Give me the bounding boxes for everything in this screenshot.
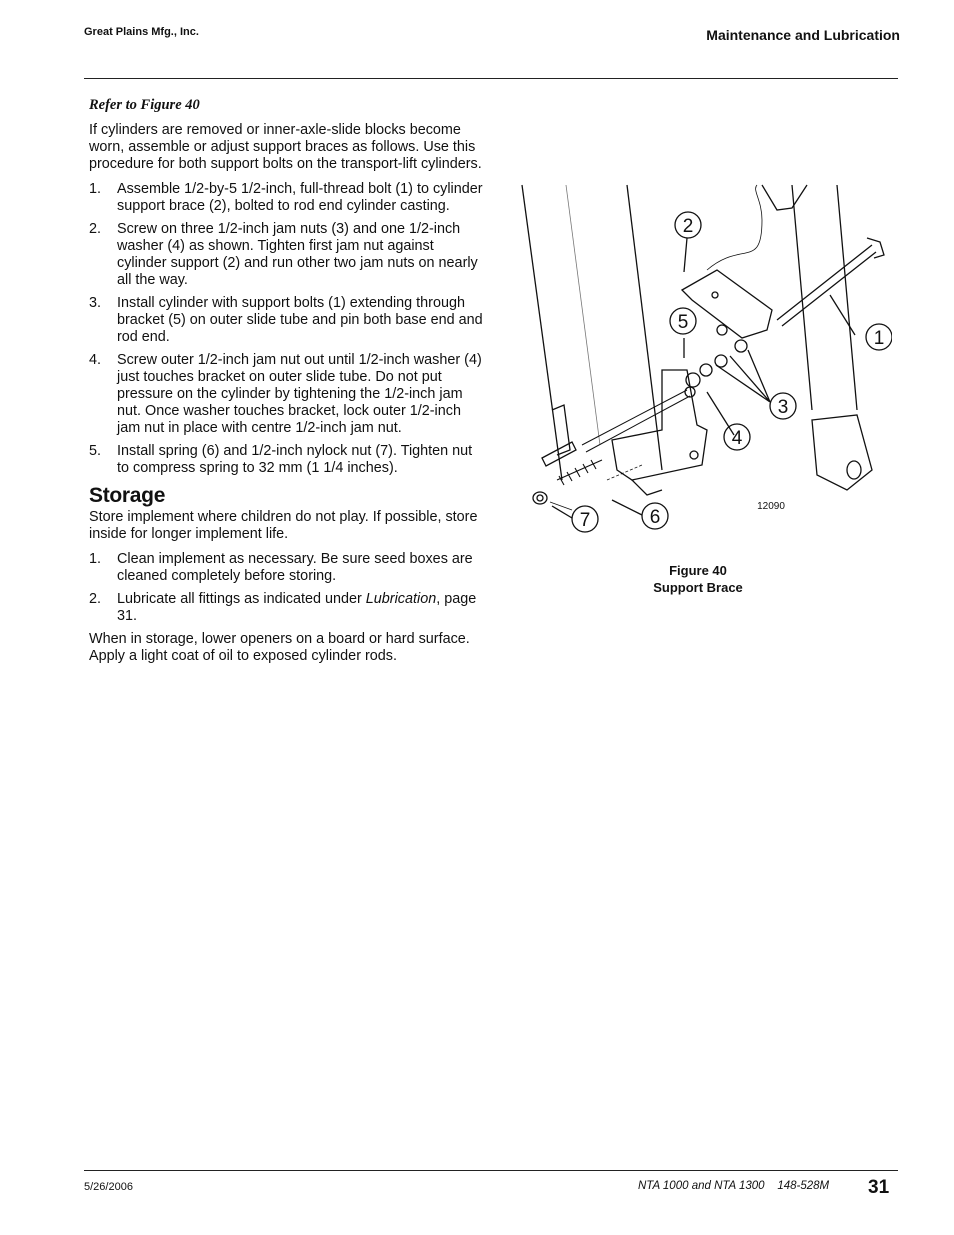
step-text: Clean implement as necessary. Be sure seed boxes are cleaned completely before storing. xyxy=(117,551,473,584)
step-text: Screw outer 1/2-inch jam nut out until 1/2-inch washer (4) just touches bracket on outer slide tube. Do not put pressure on the cylinder by tightening the 1/2-inch jam nut. Once washer touches bracket, lock outer 1/2-inch jam nut in place with centre 1/2-inch jam nut. xyxy=(117,352,482,436)
nylock-nut xyxy=(533,492,547,504)
callout-leader xyxy=(684,238,687,272)
callout-5: 5 xyxy=(677,312,689,333)
spring xyxy=(557,460,602,485)
step-text-end: , page 31. xyxy=(117,591,477,624)
page-number: 31 xyxy=(868,1177,890,1198)
storage-steps xyxy=(89,551,484,625)
callout-leader xyxy=(552,506,572,518)
list-item xyxy=(89,352,484,437)
callout-4: 4 xyxy=(731,428,743,449)
step-text xyxy=(117,591,476,624)
bolt-shank xyxy=(777,245,876,326)
brace-leader xyxy=(707,185,762,270)
nylock-nut-hole xyxy=(537,495,543,501)
step-number: 5. xyxy=(89,443,102,459)
step-number: 2. xyxy=(89,591,102,607)
leader-line xyxy=(607,465,642,480)
storage-intro: Store implement where children do not play. If possible, store inside for longer implement life. xyxy=(89,509,478,542)
callout-7: 7 xyxy=(579,510,591,531)
step-number: 3. xyxy=(89,295,102,311)
step-text: Screw on three 1/2-inch jam nuts (3) and one 1/2-inch washer (4) as shown. Tighten first jam nut against cylinder support (2) and run other two jam nuts on nearly all the way. xyxy=(117,221,478,288)
leader-line xyxy=(550,502,572,510)
callout-leader xyxy=(830,295,855,335)
step-number: 4. xyxy=(89,352,102,368)
header-rule xyxy=(84,78,898,79)
footer-date: 5/26/2006 xyxy=(84,1181,133,1193)
step-text-start: Lubricate all fittings as indicated under xyxy=(117,591,366,607)
callout-1: 1 xyxy=(873,328,885,349)
company-name: Great Plains Mfg., Inc. xyxy=(84,26,199,38)
bracket-hole xyxy=(690,451,698,459)
step-text: Install spring (6) and 1/2-inch nylock nut (7). Tighten nut to compress spring to 32 mm (1 1/4 inches). xyxy=(117,443,473,476)
step-number: 1. xyxy=(89,551,102,567)
step-number: 2. xyxy=(89,221,102,237)
step-number: 1. xyxy=(89,181,102,197)
cylinder-rod xyxy=(792,185,857,410)
figure-reference: Refer to Figure 40 xyxy=(89,97,200,113)
slide-tube-edge xyxy=(566,185,600,445)
list-item xyxy=(89,181,484,215)
cylinder-clevis xyxy=(812,415,872,490)
callout-leader xyxy=(707,392,734,435)
callout-leader xyxy=(716,350,770,402)
bolt-head xyxy=(867,238,884,258)
storage-closing: When in storage, lower openers on a board or hard surface. Apply a light coat of oil to exposed cylinder rods. xyxy=(89,631,470,664)
list-item xyxy=(89,551,484,585)
step-text: Install cylinder with support bolts (1) extending through bracket (5) on outer slide tube and pin both base end and rod end. xyxy=(117,295,483,345)
callout-2: 2 xyxy=(682,216,694,237)
support-brace-intro: If cylinders are removed or inner-axle-slide blocks become worn, assemble or adjust support braces as follows. Use this procedure for both support bolts on the transport-lift cylinders. xyxy=(89,122,482,172)
cylinder-top xyxy=(762,185,807,210)
figure-number: Figure 40 xyxy=(669,563,727,578)
callout-leader xyxy=(612,500,642,515)
figure-caption xyxy=(598,562,798,596)
list-item xyxy=(89,591,484,625)
footer-document-id: NTA 1000 and NTA 1300 148-528M xyxy=(638,1180,830,1192)
section-title: Maintenance and Lubrication xyxy=(706,27,900,43)
jam-nut xyxy=(735,340,747,352)
list-item xyxy=(89,221,484,289)
bracket-edge xyxy=(632,480,662,495)
storage-heading: Storage xyxy=(89,484,166,507)
callout-3: 3 xyxy=(777,397,789,418)
lubrication-reference: Lubrication xyxy=(365,591,437,607)
text-column xyxy=(89,97,484,673)
brace-hole xyxy=(712,292,718,298)
support-bolt xyxy=(582,390,690,452)
jam-nut xyxy=(717,325,727,335)
jam-nut xyxy=(700,364,712,376)
support-brace-illustration xyxy=(512,180,892,540)
drawing-number: 12090 xyxy=(757,501,785,512)
slide-tube-edge xyxy=(522,185,562,480)
list-item xyxy=(89,443,484,477)
step-text: Assemble 1/2-by-5 1/2-inch, full-thread bolt (1) to cylinder support brace (2), bolted to rod end cylinder casting. xyxy=(117,181,483,214)
callout-6: 6 xyxy=(649,507,661,528)
list-item xyxy=(89,295,484,346)
footer-rule xyxy=(84,1170,898,1171)
support-brace-steps xyxy=(89,181,484,477)
clevis-pin xyxy=(847,461,861,479)
washer xyxy=(686,373,700,387)
figure-title: Support Brace xyxy=(653,580,743,595)
